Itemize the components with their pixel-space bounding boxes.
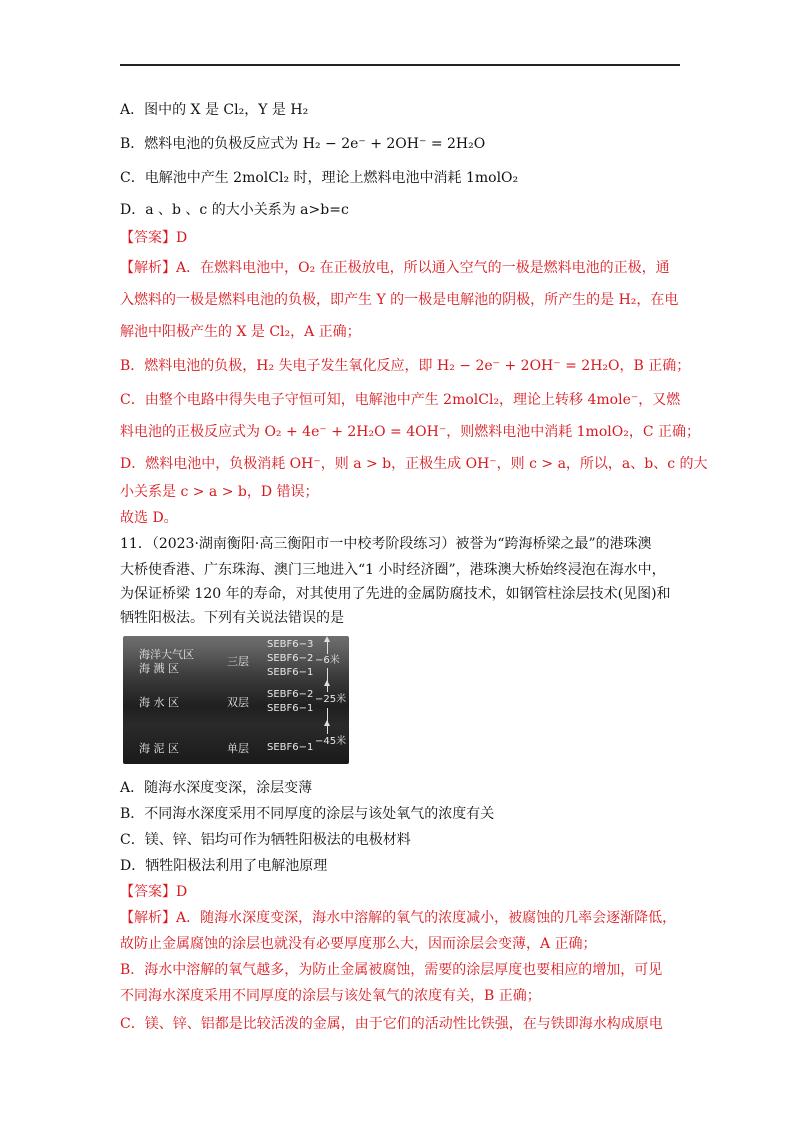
q11-stem-line: 11．（2023·湖南衡阳·高三衡阳市一中校考阶段练习）被誉为“跨海桥梁之最”的港珠澳 xyxy=(120,536,652,552)
arrow-line xyxy=(327,642,328,654)
q10-analysis-line: C．由整个电路中得失电子守恒可知，电解池中产生 2molCl₂，理论上转移 4mole⁻，又燃 xyxy=(120,392,681,408)
coating-code: SEBF6−2 xyxy=(267,653,314,664)
coating-code: SEBF6−1 xyxy=(267,667,314,678)
q10-analysis-line: D．燃料电池中，负极消耗 OH⁻，则 a > b，正极生成 OH⁻，则 c > a，所以，a、b、c 的大 xyxy=(120,456,708,472)
coating-code: SEBF6−1 xyxy=(267,703,314,714)
q11-analysis-line: 【解析】A．随海水深度变深，海水中溶解的氧气的浓度减小，被腐蚀的几率会逐渐降低， xyxy=(120,910,677,926)
layer-three-label: 三层 xyxy=(227,655,249,668)
arrow-up-icon xyxy=(324,720,330,726)
q10-option-b: B．燃料电池的负极反应式为 H₂ − 2e⁻ + 2OH⁻ = 2H₂O xyxy=(120,136,486,152)
q10-analysis-line: B．燃料电池的负极，H₂ 失电子发生氧化反应，即 H₂ − 2e⁻ + 2OH⁻ = 2H₂O，B 正确； xyxy=(120,358,691,374)
zone-mud-label: 海 泥 区 xyxy=(139,742,179,755)
header-rule xyxy=(120,64,680,66)
zone-splash-label: 海 溅 区 xyxy=(139,662,179,675)
q10-analysis-line: 料电池的正极反应式为 O₂ + 4e⁻ + 2H₂O = 4OH⁻，则燃料电池中消耗 1molO₂，C 正确； xyxy=(120,424,700,440)
q11-analysis-line: 故防止金属腐蚀的涂层也就没有必要厚度那么大，因而涂层会变薄，A 正确； xyxy=(120,936,597,952)
q11-answer: 【答案】D xyxy=(120,884,188,900)
coating-code: SEBF6−3 xyxy=(267,639,314,650)
q11-option-b: B．不同海水深度采用不同厚度的涂层与该处氧气的浓度有关 xyxy=(120,806,495,822)
q11-stem-line: 牺牲阳极法。下列有关说法错误的是 xyxy=(120,610,344,626)
q10-analysis-line: 解池中阳极产生的 X 是 Cl₂，A 正确； xyxy=(120,324,361,340)
depth-label: −6米 xyxy=(315,655,340,666)
layer-one-label: 单层 xyxy=(227,742,249,755)
coating-code: SEBF6−2 xyxy=(267,689,314,700)
arrow-up-icon xyxy=(324,680,330,686)
q10-option-d: D．a 、b 、c 的大小关系为 a>b=c xyxy=(120,202,349,218)
zone-atmosphere-label: 海洋大气区 xyxy=(139,648,194,661)
coating-code: SEBF6−1 xyxy=(267,742,314,753)
coating-figure xyxy=(123,636,349,764)
q11-option-d: D．牺牲阳极法利用了电解池原理 xyxy=(120,858,328,874)
q10-option-a: A．图中的 X 是 Cl₂，Y 是 H₂ xyxy=(120,102,309,118)
depth-label: −25米 xyxy=(315,694,347,705)
q11-stem-line: 大桥使香港、广东珠海、澳门三地进入“1 小时经济圈”，港珠澳大桥始终浸泡在海水中， xyxy=(120,562,666,578)
q10-analysis-line: 小关系是 c > a > b，D 错误； xyxy=(120,484,319,500)
q10-option-c: C．电解池中产生 2molCl₂ 时，理论上燃料电池中消耗 1molO₂ xyxy=(120,170,519,186)
layer-two-label: 双层 xyxy=(227,696,249,709)
q11-analysis-line: 不同海水深度采用不同厚度的涂层与该处氧气的浓度有关，B 正确； xyxy=(120,988,541,1004)
q10-analysis-line: 【解析】A．在燃料电池中，O₂ 在正极放电，所以通入空气的一极是燃料电池的正极，通 xyxy=(120,260,670,276)
q11-option-c: C．镁、锌、铝均可作为牺牲阳极法的电极材料 xyxy=(120,832,411,848)
depth-label: −45米 xyxy=(315,736,347,747)
q11-analysis-line: C．镁、锌、铝都是比较活泼的金属，由于它们的活动性比铁强，在与铁即海水构成原电 xyxy=(120,1016,663,1032)
q11-stem-line: 为保证桥梁 120 年的寿命，对其使用了先进的金属防腐技术，如钢管柱涂层技术(见图)和 xyxy=(120,586,671,602)
q11-option-a: A．随海水深度变深，涂层变薄 xyxy=(120,780,313,796)
q10-analysis-line: 入燃料的一极是燃料电池的负极，即产生 Y 的一极是电解池的阴极，所产生的是 H₂，在电 xyxy=(120,292,679,308)
zone-seawater-label: 海 水 区 xyxy=(139,696,179,709)
q10-analysis-line: 故选 D。 xyxy=(120,510,178,526)
q11-analysis-line: B．海水中溶解的氧气越多，为防止金属被腐蚀，需要的涂层厚度也要相应的增加，可见 xyxy=(120,962,663,978)
q10-answer: 【答案】D xyxy=(120,230,188,246)
